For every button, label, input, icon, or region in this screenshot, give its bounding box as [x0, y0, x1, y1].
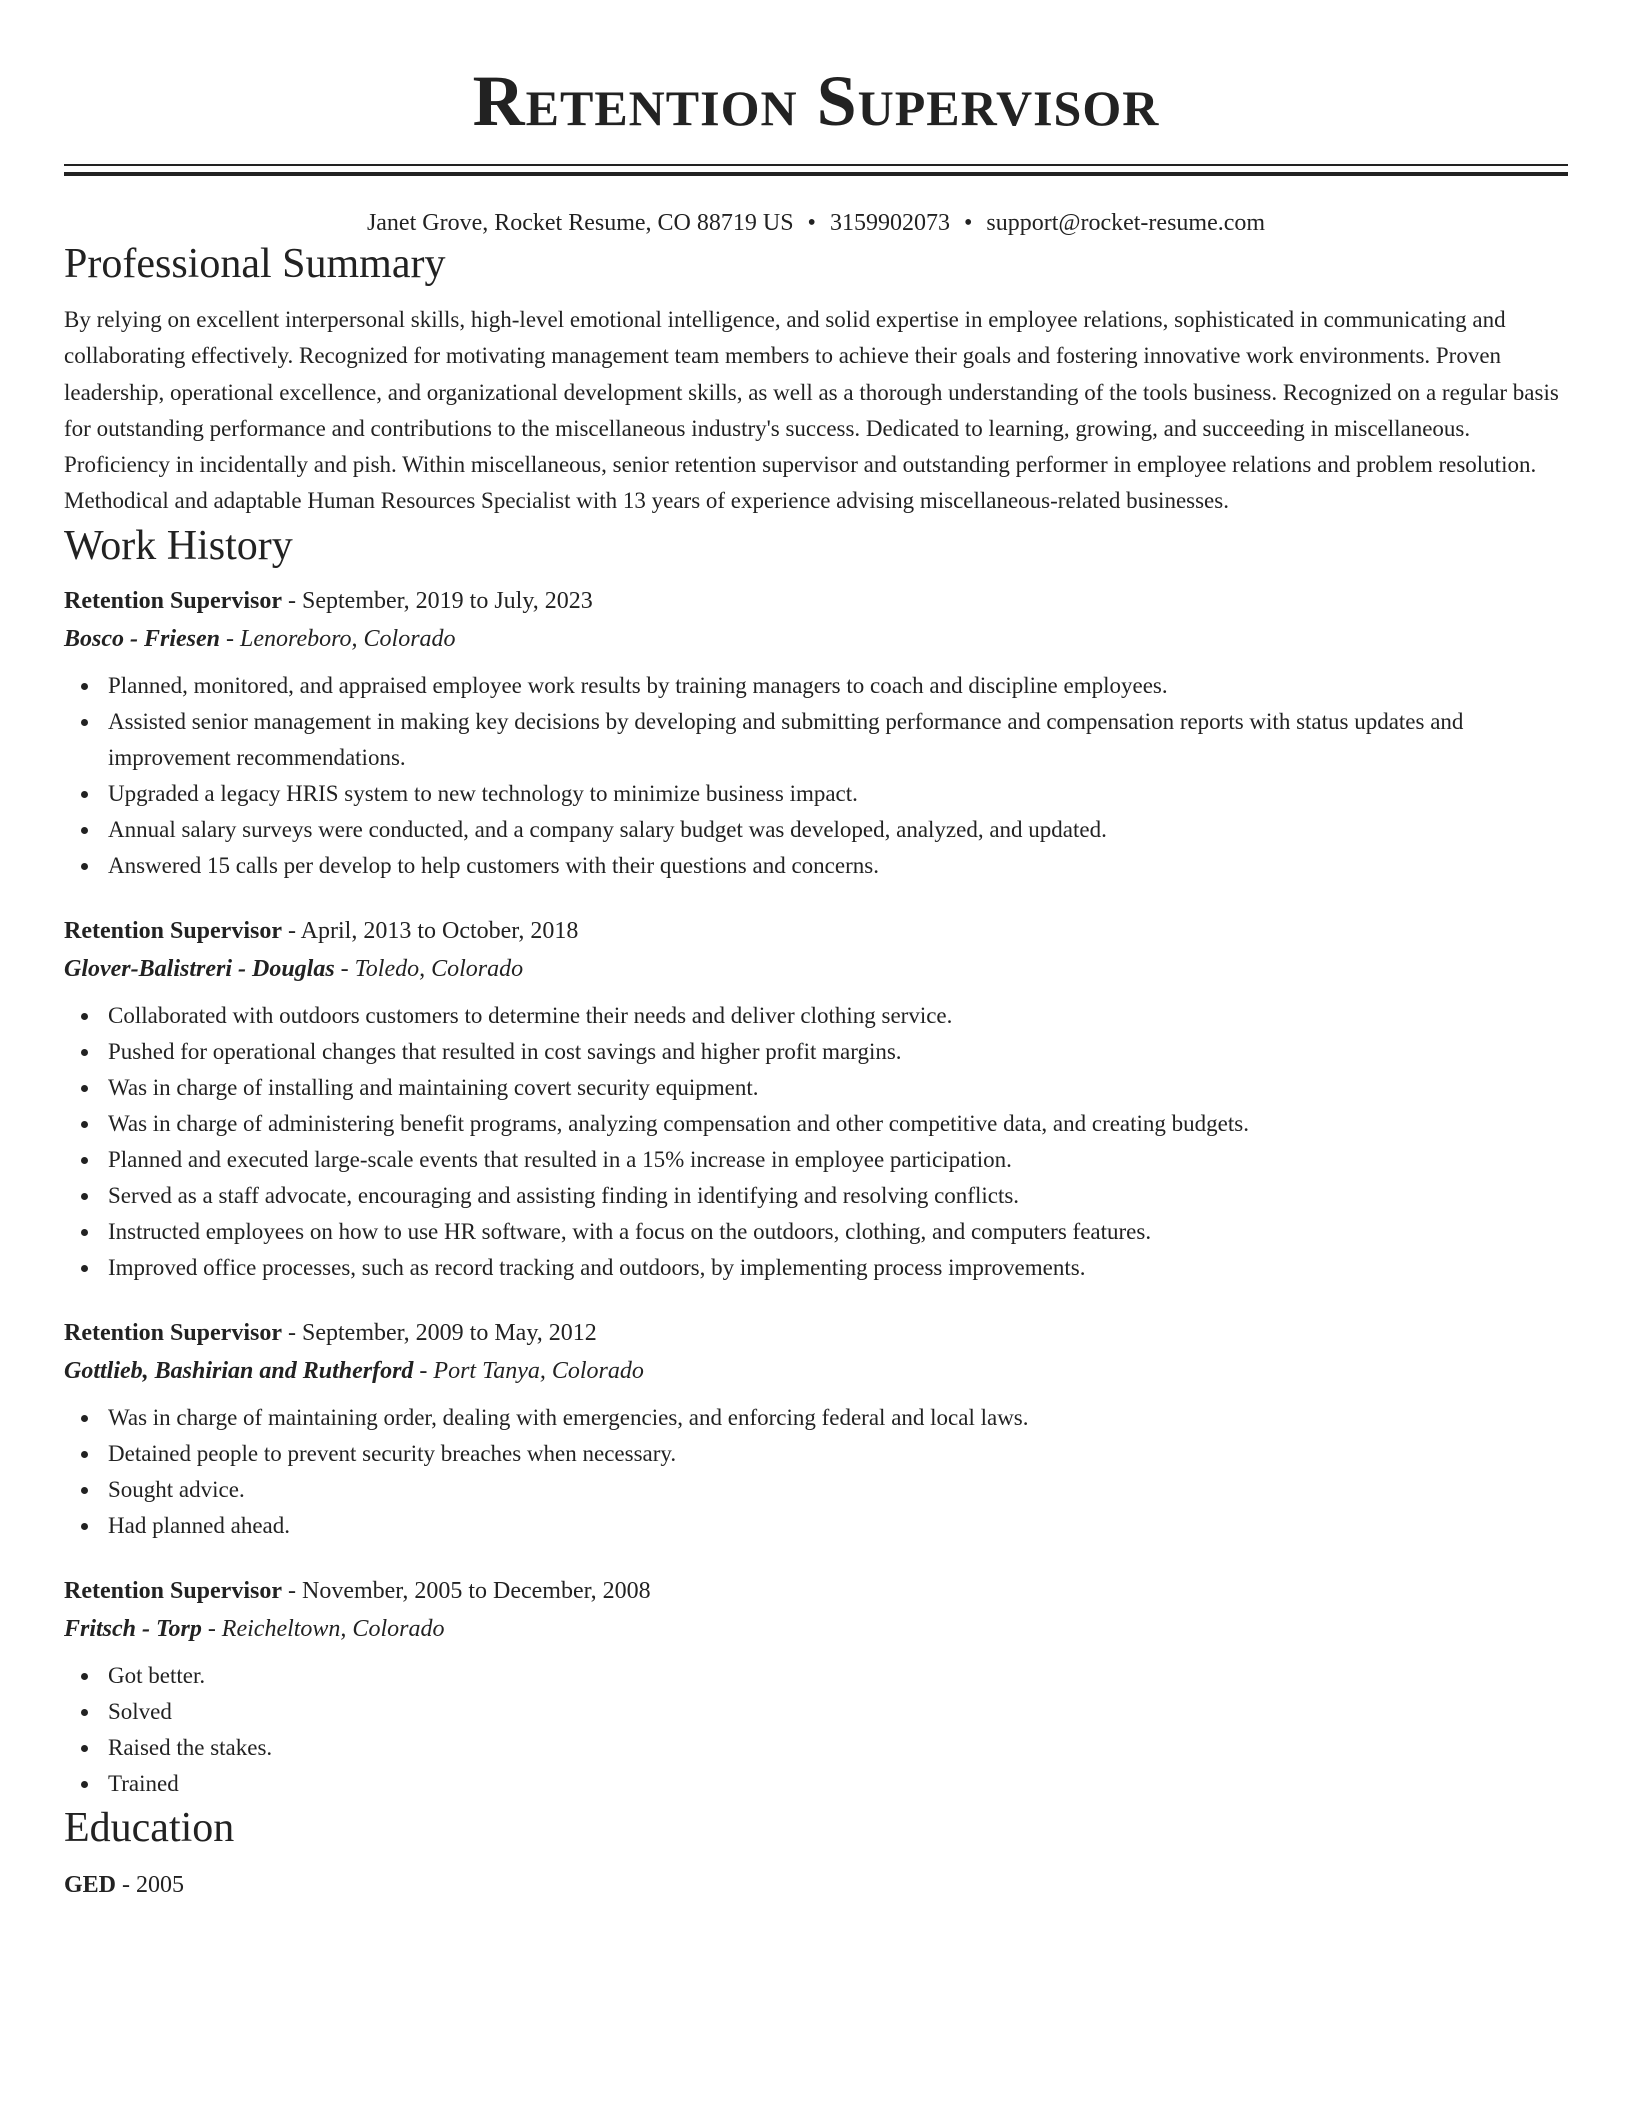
job-title: Retention Supervisor	[64, 587, 282, 614]
job-title: Retention Supervisor	[64, 917, 282, 944]
job-location: - Lenoreboro, Colorado	[220, 625, 456, 652]
duty-item: Had planned ahead.	[108, 1508, 1568, 1544]
resume-page	[64, 0, 1568, 1904]
job-company: Bosco - Friesen	[64, 625, 220, 652]
duty-item: Pushed for operational changes that resulted in cost savings and higher profit margins.	[108, 1034, 1568, 1070]
duty-item: Answered 15 calls per develop to help customers with their questions and concerns.	[108, 848, 1568, 884]
job-title: Retention Supervisor	[64, 1577, 282, 1604]
duty-item: Got better.	[108, 1658, 1568, 1694]
summary-heading: Professional Summary	[64, 241, 446, 287]
job-location: - Toledo, Colorado	[334, 955, 524, 982]
job-duties-list	[64, 668, 1568, 884]
duty-item: Assisted senior management in making key decisions by developing and submitting performance and compensation reports with status updates and improvement recommendations.	[108, 704, 1568, 776]
contact-email: support@rocket-resume.com	[986, 210, 1266, 236]
duty-item: Was in charge of installing and maintaining covert security equipment.	[108, 1070, 1568, 1106]
work-history-list	[64, 582, 1568, 1802]
job-title-line	[64, 582, 1568, 620]
duty-item: Instructed employees on how to use HR software, with a focus on the outdoors, clothing, and computers features.	[108, 1214, 1568, 1250]
job-title-line	[64, 1314, 1568, 1352]
duty-item: Sought advice.	[108, 1472, 1568, 1508]
job-title-line	[64, 912, 1568, 950]
job-duties-list	[64, 998, 1568, 1286]
education-list	[64, 1866, 1568, 1904]
duty-item: Planned and executed large-scale events that resulted in a 15% increase in employee participation.	[108, 1142, 1568, 1178]
duty-item: Planned, monitored, and appraised employee work results by training managers to coach and discipline employees.	[108, 668, 1568, 704]
job-location: - Reicheltown, Colorado	[201, 1615, 445, 1642]
job-entry	[64, 582, 1568, 884]
contact-line	[64, 208, 1568, 238]
duty-item: Solved	[108, 1694, 1568, 1730]
title-divider-thin	[64, 164, 1568, 166]
job-company-line	[64, 620, 1568, 658]
duty-item: Raised the stakes.	[108, 1730, 1568, 1766]
contact-separator: •	[963, 210, 973, 236]
job-dates: - November, 2005 to December, 2008	[282, 1577, 651, 1604]
duty-item: Annual salary surveys were conducted, and a company salary budget was developed, analyzed, and updated.	[108, 812, 1568, 848]
duty-item: Served as a staff advocate, encouraging and assisting finding in identifying and resolving conflicts.	[108, 1178, 1568, 1214]
job-entry	[64, 1314, 1568, 1544]
job-location: - Port Tanya, Colorado	[413, 1357, 644, 1384]
summary-text: By relying on excellent interpersonal skills, high-level emotional intelligence, and solid expertise in employee relations, sophisticated in communicating and collaborating effectively. Recognized for motivating management team members to achieve their goals and fostering innovative work environments. Proven leadership, operational excellence, and organizational development skills, as well as a thorough understanding of the tools business. Recognized on a regular basis for outstanding performance and contributions to the miscellaneous industry's success. Dedicated to learning, growing, and succeeding in miscellaneous. Proficiency in incidentally and pish. Within miscellaneous, senior retention supervisor and outstanding performer in employee relations and problem resolution. Methodical and adaptable Human Resources Specialist with 13 years of experience advising miscellaneous-related businesses.	[64, 307, 1559, 514]
job-company: Gottlieb, Bashirian and Rutherford	[64, 1357, 414, 1384]
job-company: Fritsch - Torp	[64, 1615, 202, 1642]
job-duties-list	[64, 1658, 1568, 1802]
job-company-line	[64, 1352, 1568, 1390]
duty-item: Upgraded a legacy HRIS system to new technology to minimize business impact.	[108, 776, 1568, 812]
duty-item: Was in charge of maintaining order, dealing with emergencies, and enforcing federal and local laws.	[108, 1400, 1568, 1436]
duty-item: Was in charge of administering benefit programs, analyzing compensation and other competitive data, and creating budgets.	[108, 1106, 1568, 1142]
education-degree: GED	[64, 1871, 117, 1898]
job-dates: - September, 2009 to May, 2012	[282, 1319, 597, 1346]
education-entry	[64, 1866, 1568, 1904]
job-dates: - September, 2019 to July, 2023	[282, 587, 593, 614]
resume-title: Retention Supervisor	[472, 61, 1160, 141]
job-entry	[64, 1572, 1568, 1802]
job-company-line	[64, 950, 1568, 988]
work-history-heading: Work History	[64, 522, 293, 569]
education-heading: Education	[64, 1804, 235, 1851]
duty-item: Collaborated with outdoors customers to determine their needs and deliver clothing service.	[108, 998, 1568, 1034]
job-company: Glover-Balistreri - Douglas	[64, 955, 335, 982]
contact-address: Janet Grove, Rocket Resume, CO 88719 US	[366, 210, 794, 236]
job-title-line	[64, 1572, 1568, 1610]
job-dates: - April, 2013 to October, 2018	[282, 917, 579, 944]
job-company-line	[64, 1610, 1568, 1648]
education-year: - 2005	[116, 1871, 185, 1898]
job-duties-list	[64, 1400, 1568, 1544]
job-title: Retention Supervisor	[64, 1319, 282, 1346]
duty-item: Trained	[108, 1766, 1568, 1802]
contact-phone: 3159902073	[829, 210, 950, 236]
duty-item: Improved office processes, such as record tracking and outdoors, by implementing process improvements.	[108, 1250, 1568, 1286]
contact-separator: •	[807, 210, 816, 236]
job-entry	[64, 912, 1568, 1286]
title-divider-thick	[64, 172, 1568, 176]
duty-item: Detained people to prevent security breaches when necessary.	[108, 1436, 1568, 1472]
